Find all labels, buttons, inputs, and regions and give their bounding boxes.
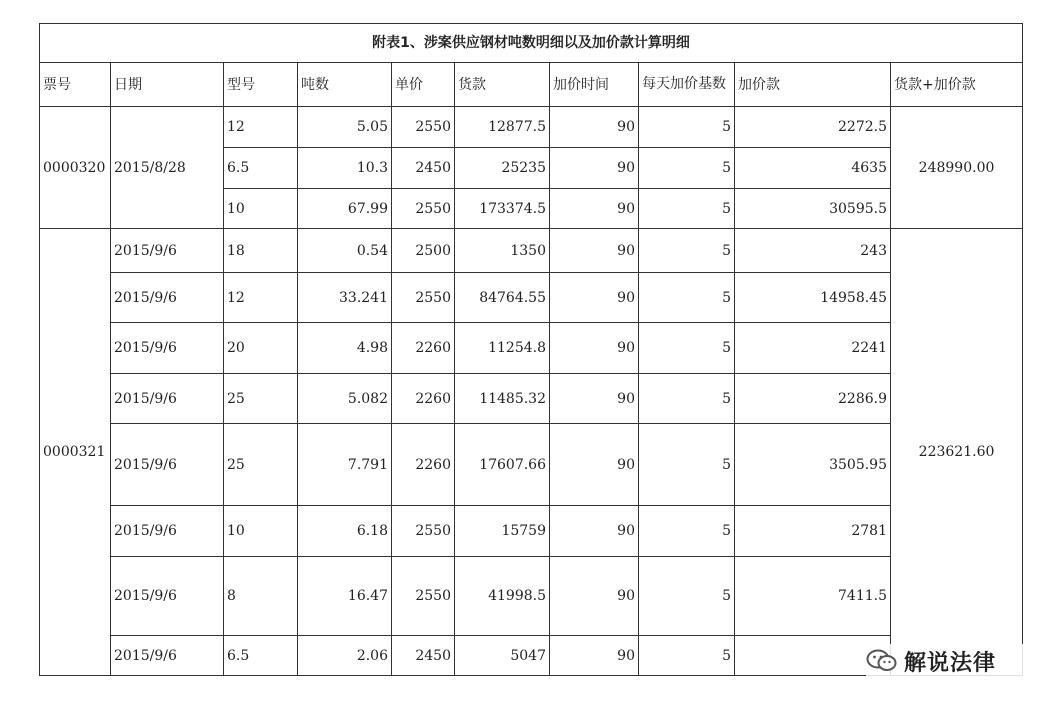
model-cell: 25 (224, 374, 298, 424)
table-row (40, 273, 1023, 323)
markup-amount-cell: 2781 (735, 506, 891, 557)
header-goods-amount: 货款 (455, 63, 550, 107)
header-model: 型号 (224, 63, 298, 107)
goods-amount-cell: 12877.5 (455, 107, 550, 148)
model-cell: 18 (224, 229, 298, 273)
markup-amount-cell: 2241 (735, 323, 891, 374)
goods-amount-cell: 173374.5 (455, 189, 550, 229)
markup-days-cell: 90 (550, 189, 639, 229)
daily-markup-base-cell: 5 (639, 557, 735, 636)
markup-amount-cell: 243 (735, 229, 891, 273)
unit-price-cell: 2450 (392, 148, 455, 189)
goods-amount-cell: 25235 (455, 148, 550, 189)
daily-markup-base-cell: 5 (639, 148, 735, 189)
model-cell: 10 (224, 506, 298, 557)
header-unit-price: 单价 (392, 63, 455, 107)
daily-markup-base-cell: 5 (639, 189, 735, 229)
wechat-icon (866, 648, 898, 674)
goods-amount-cell: 1350 (455, 229, 550, 273)
model-cell: 8 (224, 557, 298, 636)
unit-price-cell: 2550 (392, 189, 455, 229)
steel-supply-table (39, 23, 1023, 676)
markup-days-cell: 90 (550, 273, 639, 323)
model-cell: 6.5 (224, 636, 298, 676)
date-cell: 2015/8/28 (111, 107, 224, 229)
header-row (40, 63, 1023, 107)
daily-markup-base-cell: 5 (639, 323, 735, 374)
table-title: 附表1、涉案供应钢材吨数明细以及加价款计算明细 (40, 24, 1023, 63)
tonnage-cell: 4.98 (298, 323, 392, 374)
unit-price-cell: 2260 (392, 323, 455, 374)
unit-price-cell: 2550 (392, 273, 455, 323)
daily-markup-base-cell: 5 (639, 107, 735, 148)
model-cell: 25 (224, 424, 298, 506)
markup-amount-cell: 3505.95 (735, 424, 891, 506)
unit-price-cell: 2550 (392, 557, 455, 636)
markup-days-cell: 90 (550, 374, 639, 424)
table-row (40, 424, 1023, 506)
tonnage-cell: 5.05 (298, 107, 392, 148)
goods-amount-cell: 17607.66 (455, 424, 550, 506)
model-cell: 6.5 (224, 148, 298, 189)
markup-days-cell: 90 (550, 229, 639, 273)
tonnage-cell: 16.47 (298, 557, 392, 636)
daily-markup-base-cell: 5 (639, 636, 735, 676)
daily-markup-base-cell: 5 (639, 229, 735, 273)
header-markup-amount: 加价款 (735, 63, 891, 107)
table-row (40, 557, 1023, 636)
watermark-text: 解说法律 (904, 650, 997, 676)
unit-price-cell: 2550 (392, 107, 455, 148)
date-cell: 2015/9/6 (111, 557, 224, 636)
markup-days-cell: 90 (550, 323, 639, 374)
model-cell: 12 (224, 273, 298, 323)
unit-price-cell: 2260 (392, 374, 455, 424)
date-cell: 2015/9/6 (111, 323, 224, 374)
header-goods-plus-markup: 货款+加价款 (891, 63, 1023, 107)
markup-amount-cell: 7411.5 (735, 557, 891, 636)
table-row (40, 374, 1023, 424)
tonnage-cell: 6.18 (298, 506, 392, 557)
date-cell: 2015/9/6 (111, 636, 224, 676)
header-daily-markup-base: 每天加价基数 (639, 63, 735, 107)
model-cell: 20 (224, 323, 298, 374)
goods-amount-cell: 5047 (455, 636, 550, 676)
goods-amount-cell: 15759 (455, 506, 550, 557)
markup-amount-cell: 4635 (735, 148, 891, 189)
goods-amount-cell: 41998.5 (455, 557, 550, 636)
daily-markup-base-cell: 5 (639, 273, 735, 323)
unit-price-cell: 2550 (392, 506, 455, 557)
ticket-no-cell: 0000320 (40, 107, 111, 229)
markup-days-cell: 90 (550, 148, 639, 189)
markup-days-cell: 90 (550, 107, 639, 148)
tonnage-cell: 10.3 (298, 148, 392, 189)
tonnage-cell: 0.54 (298, 229, 392, 273)
date-cell: 2015/9/6 (111, 229, 224, 273)
goods-amount-cell: 11485.32 (455, 374, 550, 424)
date-cell: 2015/9/6 (111, 506, 224, 557)
header-markup-days: 加价时间 (550, 63, 639, 107)
daily-markup-base-cell: 5 (639, 424, 735, 506)
unit-price-cell: 2500 (392, 229, 455, 273)
tonnage-cell: 2.06 (298, 636, 392, 676)
total-cell: 248990.00 (891, 107, 1023, 229)
markup-days-cell: 90 (550, 636, 639, 676)
table-row (40, 323, 1023, 374)
watermark (866, 644, 1024, 678)
unit-price-cell: 2260 (392, 424, 455, 506)
daily-markup-base-cell: 5 (639, 374, 735, 424)
tonnage-cell: 33.241 (298, 273, 392, 323)
ticket-no-cell: 0000321 (40, 229, 111, 676)
table-row (40, 107, 1023, 148)
markup-amount-cell: 2286.9 (735, 374, 891, 424)
date-cell: 2015/9/6 (111, 273, 224, 323)
title-row (40, 24, 1023, 63)
markup-amount-cell: 14958.45 (735, 273, 891, 323)
table-row (40, 506, 1023, 557)
tonnage-cell: 7.791 (298, 424, 392, 506)
date-cell: 2015/9/6 (111, 424, 224, 506)
markup-amount-cell: 30595.5 (735, 189, 891, 229)
tonnage-cell: 5.082 (298, 374, 392, 424)
header-tonnage: 吨数 (298, 63, 392, 107)
tonnage-cell: 67.99 (298, 189, 392, 229)
total-cell: 223621.60 (891, 229, 1023, 676)
model-cell: 12 (224, 107, 298, 148)
markup-amount-cell: 2272.5 (735, 107, 891, 148)
daily-markup-base-cell: 5 (639, 506, 735, 557)
markup-days-cell: 90 (550, 424, 639, 506)
markup-days-cell: 90 (550, 557, 639, 636)
markup-days-cell: 90 (550, 506, 639, 557)
header-ticket-no: 票号 (40, 63, 111, 107)
date-cell: 2015/9/6 (111, 374, 224, 424)
header-date: 日期 (111, 63, 224, 107)
unit-price-cell: 2450 (392, 636, 455, 676)
model-cell: 10 (224, 189, 298, 229)
goods-amount-cell: 84764.55 (455, 273, 550, 323)
goods-amount-cell: 11254.8 (455, 323, 550, 374)
table-row (40, 229, 1023, 273)
